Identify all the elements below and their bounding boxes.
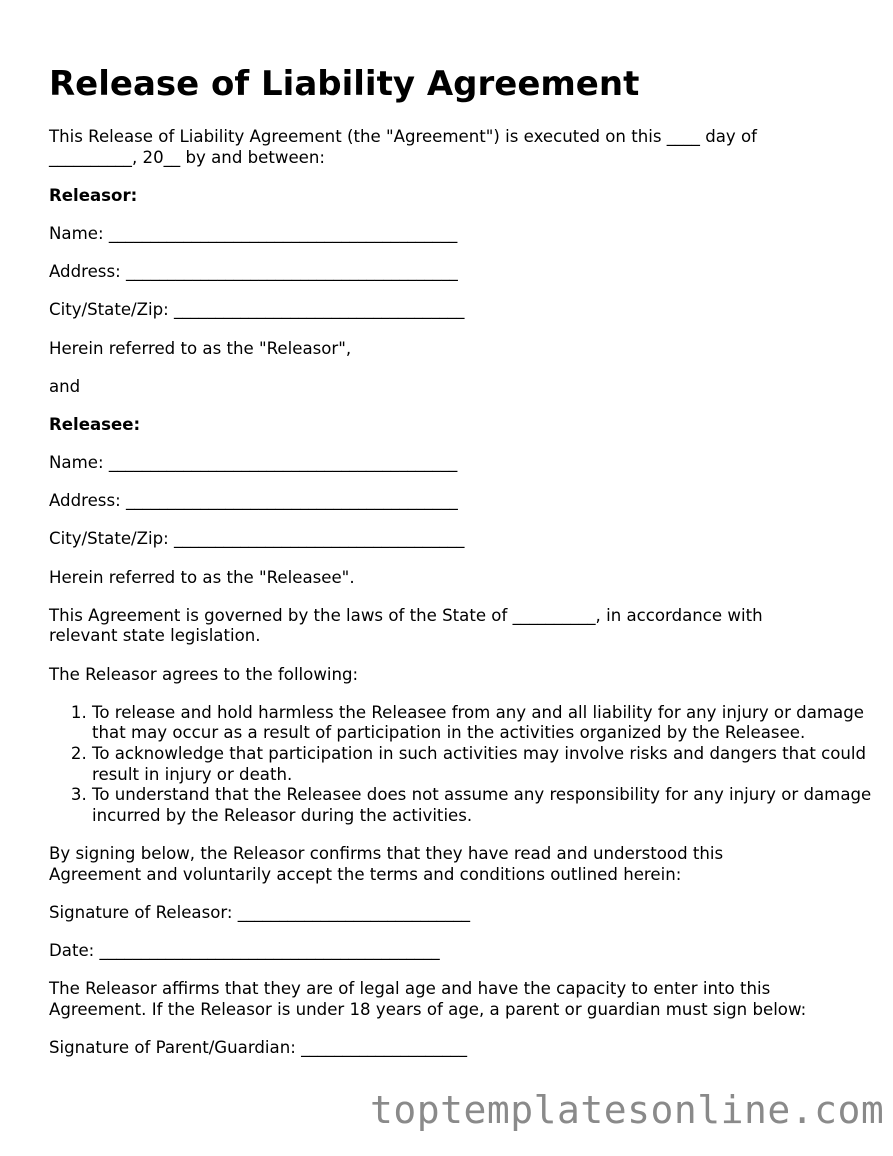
releasor-name-field: Name: __________________________________________: [49, 223, 458, 243]
parent-signature-field: Signature of Parent/Guardian: ____________________: [49, 1037, 468, 1057]
affirm-paragraph: The Releasor affirms that they are of legal age and have the capacity to enter into this Agreement. If the Releasor is under 18 years of age, a parent or guardian must sign below:: [49, 979, 807, 1019]
releasee-referred-text: Herein referred to as the "Releasee".: [49, 567, 355, 587]
date-field: Date: _________________________________________: [49, 940, 440, 960]
agrees-intro-text: The Releasor agrees to the following:: [49, 664, 359, 684]
releasee-city-field: City/State/Zip: ___________________________________: [49, 529, 465, 549]
releasor-city-field: City/State/Zip: ___________________________________: [49, 300, 465, 320]
terms-list: [49, 703, 887, 827]
document-title: Release of Liability Agreement: [49, 64, 640, 104]
document-page: [49, 62, 872, 1076]
term-item: 1. To release and hold harmless the Releasee from any and all liability for any injury or damage that may occur as a result of participation in the activities organized by the Releasee.: [92, 703, 887, 744]
governing-law-paragraph: This Agreement is governed by the laws of the State of __________, in accordance with relevant state legislation.: [49, 605, 763, 646]
releasee-address-field: Address: ________________________________________: [49, 491, 458, 511]
term-item: 3. To understand that the Releasee does not assume any responsibility for any injury or damage incurred by the Releasor during the activities.: [92, 785, 887, 826]
and-text: and: [49, 376, 81, 396]
intro-paragraph: This Release of Liability Agreement (the "Agreement") is executed on this ____ day of __________, 20__ by and between:: [49, 127, 758, 167]
releasee-name-field: Name: __________________________________________: [49, 453, 458, 473]
releasor-heading: [49, 186, 849, 207]
confirm-paragraph: By signing below, the Releasor confirms that they have read and understood this Agreement and voluntarily accept the terms and conditions outlined herein:: [49, 843, 724, 884]
term-item: 2. To acknowledge that participation in such activities may involve risks and dangers that could result in injury or death.: [92, 744, 887, 785]
releasor-signature-field: Signature of Releasor: ____________________________: [49, 902, 471, 922]
releasor-referred-text: Herein referred to as the "Releasor",: [49, 338, 352, 358]
releasor-address-field: Address: ________________________________________: [49, 262, 458, 282]
releasor-heading-text: Releasor:: [49, 185, 138, 205]
releasee-heading-text: Releasee:: [49, 414, 141, 434]
releasee-heading: [49, 415, 849, 436]
watermark: toptemplatesonline.com: [370, 1088, 885, 1132]
